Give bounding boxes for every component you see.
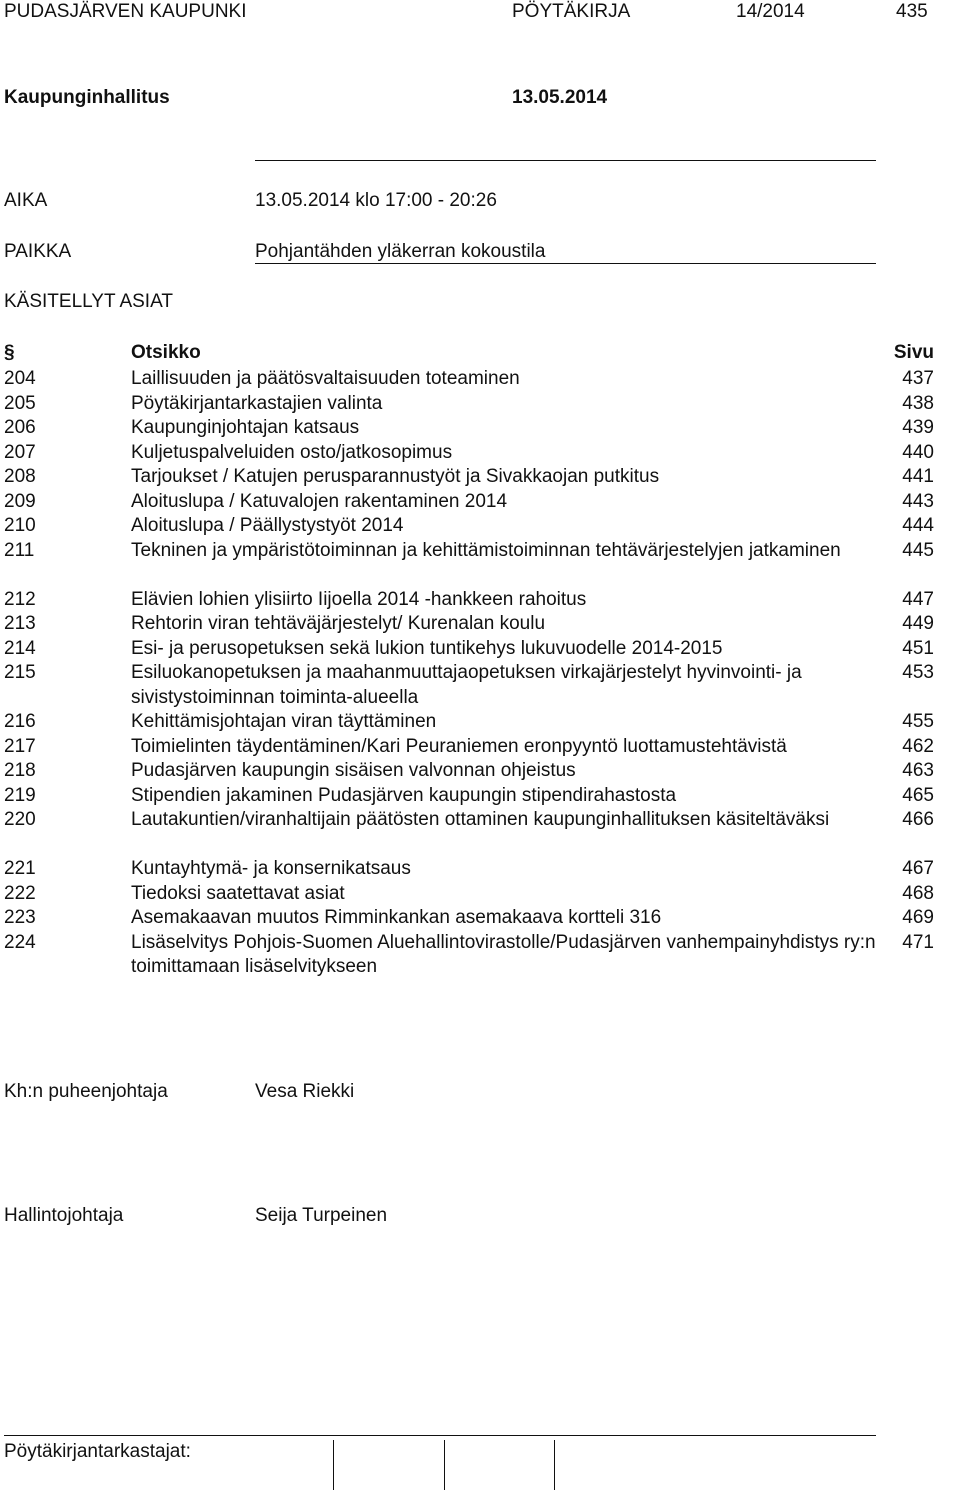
item-page: 443 [902,490,934,512]
item-page: 463 [902,760,934,781]
item-page: 469 [902,907,934,928]
item-page: 438 [902,392,934,414]
item-page: 449 [902,613,934,634]
item-page: 451 [902,637,934,659]
item-number: 213 [4,613,36,634]
item-number: 222 [4,882,36,904]
item-title: Lautakuntien/viranhaltijain päätösten ottaminen kaupunginhallituksen käsiteltäväksi [131,809,830,830]
item-title: Rehtorin viran tehtäväjärjestelyt/ Kurenalan koulu [131,613,546,634]
item-title: Kehittämisjohtajan viran täyttäminen [131,711,437,732]
item-title: Esiluokanopetuksen ja maahanmuuttajaopetuksen virkajärjestelyt hyvinvointi- ja sivistystoiminnan toiminta-alueella [131,662,802,708]
item-number: 220 [4,809,36,830]
item-number: 208 [4,466,36,487]
item-page: 444 [902,515,934,536]
item-title: Esi- ja perusopetuksen sekä lukion tuntikehys lukuvuodelle 2014-2015 [131,637,723,659]
item-number: 207 [4,441,36,463]
item-number: 211 [4,539,35,561]
item-title: Aloituslupa / Päällystystyöt 2014 [131,515,404,536]
footer-rule [4,1435,876,1436]
section-title: KÄSITELLYT ASIAT [4,291,173,312]
reviewer-signature-box [554,1440,555,1490]
item-title: Pudasjärven kaupungin sisäisen valvonnan ohjeistus [131,760,576,781]
item-page: 466 [902,809,934,830]
item-page: 453 [902,662,934,683]
item-number: 209 [4,490,36,512]
item-page: 471 [902,931,934,953]
column-title-header: Otsikko [131,342,201,363]
item-title: Aloituslupa / Katuvalojen rakentaminen 2014 [131,490,508,512]
header-rule [255,160,876,161]
item-title: Stipendien jakaminen Pudasjärven kaupungin stipendirahastosta [131,784,677,806]
item-number: 214 [4,637,36,659]
reviewers-label: Pöytäkirjantarkastajat: [4,1441,191,1462]
item-title: Tiedoksi saatettavat asiat [131,882,345,904]
column-page-header: Sivu [893,342,934,363]
item-number: 216 [4,711,36,732]
item-number: 210 [4,515,36,536]
section-mark: § [4,342,15,363]
item-title: Tarjoukset / Katujen perusparannustyöt ja Sivakkaojan putkitus [131,466,660,487]
item-number: 204 [4,368,36,389]
page-number: 435 [896,1,928,22]
item-title: Asemakaavan muutos Rimminkankan asemakaava kortteli 316 [131,907,662,928]
item-page: 441 [902,466,934,487]
signature-role: Kh:n puheenjohtaja [4,1081,168,1102]
item-title: Kuljetuspalveluiden osto/jatkosopimus [131,441,453,463]
document-number: 14/2014 [736,1,805,22]
place-label: PAIKKA [4,241,72,262]
item-page: 440 [902,441,934,463]
item-number: 215 [4,662,36,683]
item-title: Tekninen ja ympäristötoiminnan ja kehittämistoiminnan tehtävärjestelyjen jatkaminen [131,539,841,561]
item-page: 467 [902,858,934,879]
item-number: 212 [4,588,36,610]
time-label: AIKA [4,190,48,211]
item-title: Lisäselvitys Pohjois-Suomen Aluehallintovirastolle/Pudasjärven vanhempainyhdistys ry:n toimittamaan lisäselvitykseen [131,931,876,977]
municipality-name: PUDASJÄRVEN KAUPUNKI [4,1,247,22]
item-page: 437 [902,368,934,389]
item-page: 445 [902,539,934,561]
reviewer-signature-box [444,1440,445,1490]
item-page: 455 [902,711,934,732]
signature-role: Hallintojohtaja [4,1205,124,1226]
item-title: Pöytäkirjantarkastajien valinta [131,392,383,414]
item-title: Kaupunginjohtajan katsaus [131,417,360,438]
signature-name: Seija Turpeinen [255,1205,388,1226]
time-value: 13.05.2014 klo 17:00 - 20:26 [255,190,497,211]
item-page: 447 [902,588,934,610]
item-page: 468 [902,882,934,904]
reviewer-signature-box [333,1440,334,1490]
item-number: 221 [4,858,36,879]
meeting-date: 13.05.2014 [512,87,608,108]
item-number: 224 [4,931,36,953]
item-number: 223 [4,907,36,928]
item-number: 219 [4,784,36,806]
item-number: 217 [4,735,36,757]
item-page: 439 [902,417,934,438]
item-number: 206 [4,417,36,438]
signature-name: Vesa Riekki [255,1081,355,1102]
place-value: Pohjantähden yläkerran kokoustila [255,241,546,262]
item-title: Elävien lohien ylisiirto Iijoella 2014 -hankkeen rahoitus [131,588,587,610]
place-rule [255,263,876,264]
item-title: Toimielinten täydentäminen/Kari Peuraniemen eronpyyntö luottamustehtävistä [131,735,787,757]
item-page: 462 [902,735,934,757]
item-title: Laillisuuden ja päätösvaltaisuuden toteaminen [131,368,520,389]
item-title: Kuntayhtymä- ja konsernikatsaus [131,858,411,879]
body-name: Kaupunginhallitus [4,87,170,108]
item-page: 465 [902,784,934,806]
document-type: PÖYTÄKIRJA [512,1,631,22]
item-number: 205 [4,392,36,414]
item-number: 218 [4,760,36,781]
